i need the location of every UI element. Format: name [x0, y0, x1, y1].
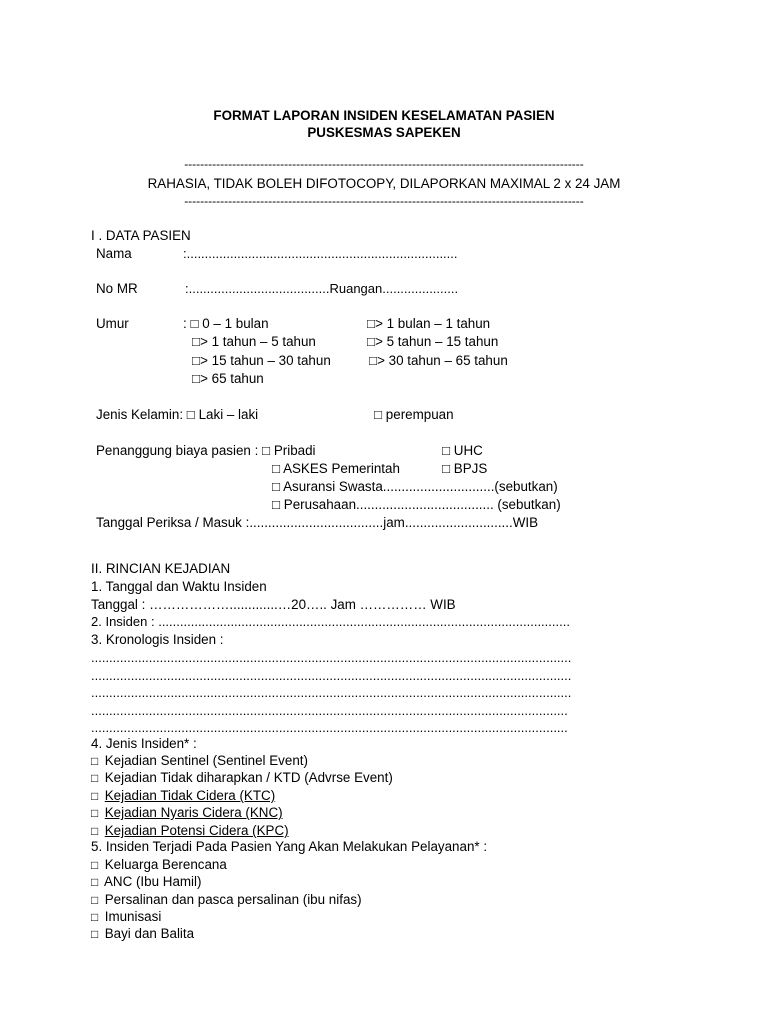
nomr-ruangan-field[interactable]: :.......................................Ruangan..................... — [185, 281, 459, 296]
umur-option[interactable]: □> 15 tahun – 30 tahun — [192, 353, 331, 368]
biaya-uhc[interactable]: □ UHC — [442, 443, 483, 458]
jenis-insiden-option[interactable] — [91, 789, 275, 802]
option-label: Persalinan dan pasca persalinan (ibu nifas) — [104, 892, 362, 907]
option-label: Bayi dan Balita — [104, 926, 195, 941]
pelayanan-option[interactable] — [91, 893, 362, 906]
umur-option[interactable]: □> 1 tahun – 5 tahun — [192, 334, 316, 349]
checkbox-icon: □ — [91, 806, 99, 820]
umur-label: Umur — [96, 316, 129, 331]
doc-title: FORMAT LAPORAN INSIDEN KESELAMATAN PASIEN — [213, 108, 555, 123]
option-label: Kejadian Tidak Cidera (KTC) — [104, 788, 276, 803]
dash-divider-bottom: ---------------------------------------------------------------------------------------------------- — [184, 194, 584, 208]
section-rincian-kejadian-heading: II. RINCIAN KEJADIAN — [91, 561, 231, 576]
q4-label: 4. Jenis Insiden* : — [91, 736, 197, 751]
kronologis-line[interactable]: ..................................................................................................................................... — [91, 668, 572, 683]
checkbox-icon: □ — [91, 910, 99, 924]
umur-option[interactable]: □> 1 bulan – 1 tahun — [367, 316, 491, 331]
jenis-insiden-option[interactable] — [91, 754, 308, 767]
checkbox-icon: □ — [91, 875, 99, 889]
jenis-insiden-option[interactable] — [91, 771, 393, 784]
pelayanan-option[interactable] — [91, 875, 201, 888]
q5-label: 5. Insiden Terjadi Pada Pasien Yang Akan Melakukan Pelayanan* : — [91, 839, 488, 854]
umur-option[interactable]: □> 30 tahun – 65 tahun — [369, 353, 508, 368]
q3-label: 3. Kronologis Insiden : — [91, 632, 224, 647]
umur-option[interactable]: □> 5 tahun – 15 tahun — [367, 334, 499, 349]
option-label: Kejadian Sentinel (Sentinel Event) — [104, 753, 308, 768]
doc-subtitle: PUSKESMAS SAPEKEN — [307, 125, 461, 140]
nomr-label: No MR — [96, 281, 138, 296]
q1-label: 1. Tanggal dan Waktu Insiden — [91, 579, 267, 594]
biaya-perusahaan[interactable]: □ Perusahaan..................................... (sebutkan) — [272, 497, 561, 512]
biaya-pribadi[interactable]: Penanggung biaya pasien : □ Pribadi — [96, 443, 316, 458]
option-label: Kejadian Potensi Cidera (KPC) — [104, 823, 289, 838]
checkbox-icon: □ — [91, 789, 99, 803]
tanggal-periksa-field[interactable]: Tanggal Periksa / Masuk :....................................jam.............................WIB — [96, 515, 539, 530]
option-label: Imunisasi — [104, 909, 162, 924]
nama-label: Nama — [96, 246, 132, 261]
jenis-insiden-option[interactable] — [91, 824, 289, 837]
jenis-insiden-option[interactable] — [91, 806, 283, 819]
biaya-bpjs[interactable]: □ BPJS — [442, 461, 488, 476]
pelayanan-option[interactable] — [91, 858, 227, 871]
checkbox-icon: □ — [91, 754, 99, 768]
kronologis-line[interactable]: ..................................................................................................................................... — [91, 685, 572, 700]
nama-field[interactable]: :........................................................................... — [183, 246, 458, 261]
jenis-kelamin-perempuan[interactable]: □ perempuan — [374, 407, 454, 422]
checkbox-icon: □ — [91, 858, 99, 872]
umur-option[interactable]: □> 65 tahun — [192, 371, 264, 386]
kronologis-line[interactable]: ..................................................................................................................................... — [91, 650, 572, 665]
pelayanan-option[interactable] — [91, 927, 194, 940]
checkbox-icon: □ — [91, 824, 99, 838]
biaya-asuransi-swasta[interactable]: □ Asuransi Swasta..............................(sebutkan) — [272, 479, 558, 494]
option-label: Kejadian Nyaris Cidera (KNC) — [104, 805, 283, 820]
confidential-notice: RAHASIA, TIDAK BOLEH DIFOTOCOPY, DILAPORKAN MAXIMAL 2 x 24 JAM — [147, 176, 621, 191]
q1-tanggal-jam-field[interactable]: Tanggal : ……………….............…20….. Jam …………… WIB — [91, 597, 456, 612]
umur-option[interactable]: : □ 0 – 1 bulan — [183, 316, 269, 331]
q2-insiden-field[interactable]: 2. Insiden : .................................................................................................................. — [91, 614, 570, 629]
option-label: Kejadian Tidak diharapkan / KTD (Advrse Event) — [104, 770, 393, 785]
section-data-pasien-heading: I . DATA PASIEN — [91, 228, 191, 243]
option-label: Keluarga Berencana — [104, 857, 227, 872]
kronologis-line[interactable]: .................................................................................................................................... — [91, 703, 568, 718]
jenis-kelamin-laki[interactable]: Jenis Kelamin: □ Laki – laki — [96, 407, 259, 422]
checkbox-icon: □ — [91, 771, 99, 785]
pelayanan-option[interactable] — [91, 910, 161, 923]
checkbox-icon: □ — [91, 893, 99, 907]
dash-divider-top: ---------------------------------------------------------------------------------------------------- — [184, 157, 584, 171]
checkbox-icon: □ — [91, 927, 99, 941]
biaya-askes[interactable]: □ ASKES Pemerintah — [272, 461, 400, 476]
option-label: ANC (Ibu Hamil) — [103, 874, 202, 889]
kronologis-line[interactable]: .................................................................................................................................... — [91, 720, 568, 735]
